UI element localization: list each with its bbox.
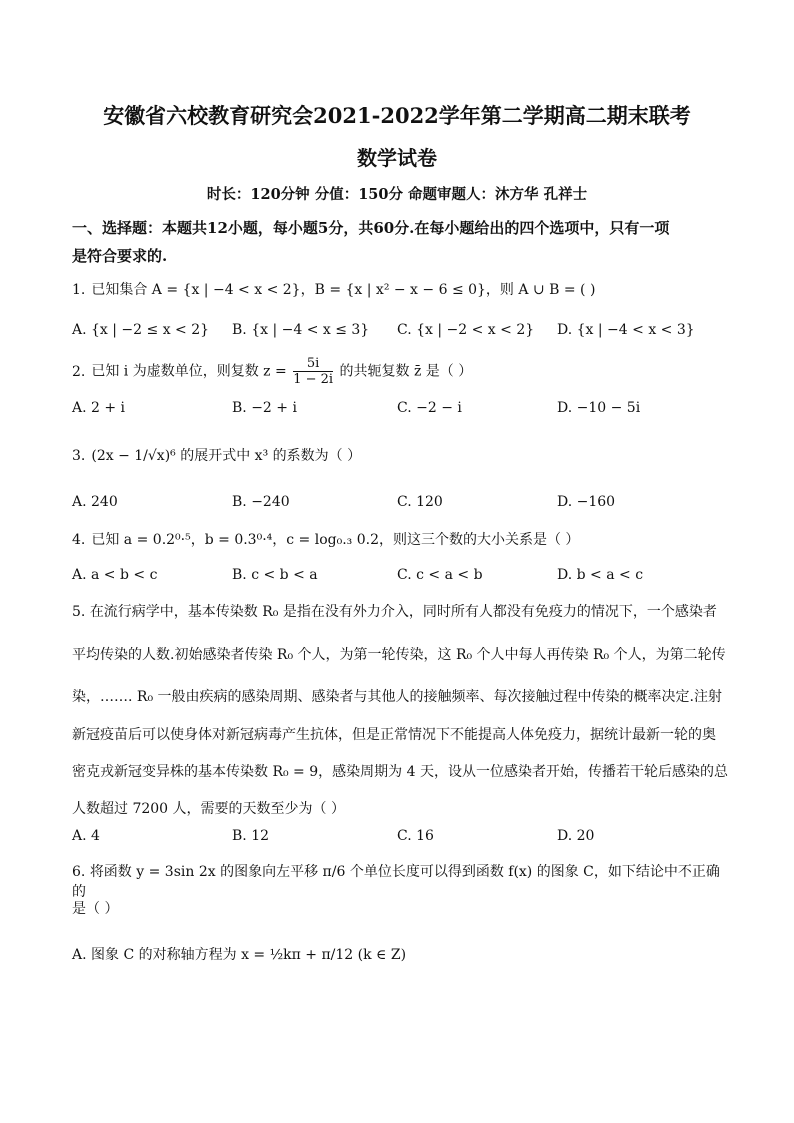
question-number: 3.: [72, 448, 86, 464]
question-5-line-6: 人数超过 7200 人，需要的天数至少为（ ）: [72, 801, 345, 817]
question-number: 1.: [72, 282, 86, 298]
question-stem: 已知集合 A = {x | −4 < x < 2}，B = {x | x² − x − 6 ≤ 0}，则 A ∪ B = ( ): [91, 282, 596, 298]
option-c[interactable]: C. 120: [397, 494, 443, 510]
question-6-line-2: 是（ ）: [72, 901, 119, 917]
question-2-options: [72, 400, 732, 422]
option-d[interactable]: D. −10 − 5i: [557, 400, 641, 416]
section-heading-line1: 一、选择题：本题共12小题，每小题5分，共60分.在每小题给出的四个选项中，只有一项: [72, 219, 670, 237]
question-number: 6.: [72, 864, 86, 880]
question-number: 2.: [72, 363, 86, 380]
exam-title: 安徽省六校教育研究会2021-2022学年第二学期高二期末联考: [103, 103, 691, 128]
fraction-numerator: 5i: [293, 356, 333, 372]
fraction-denominator: 1 − 2i: [293, 372, 334, 387]
question-stem: (2x − 1/√x)⁶ 的展开式中 x³ 的系数为（ ）: [91, 448, 362, 464]
question-6-option-a[interactable]: A. 图象 C 的对称轴方程为 x = ½kπ + π/12 (k ∈ Z): [72, 947, 407, 963]
option-c[interactable]: C. −2 − i: [397, 400, 462, 416]
question-6-line-1: [72, 862, 732, 902]
question-3-options: [72, 494, 732, 516]
exam-meta: 时长：120分钟 分值：150分 命题审题人：沐方华 孔祥士: [206, 186, 588, 203]
question-1-options: [72, 322, 732, 344]
option-d[interactable]: D. 20: [557, 828, 595, 844]
section-heading-line2: 是符合要求的.: [72, 247, 168, 265]
question-3: [72, 446, 732, 466]
question-5-line-2: 平均传染的人数.初始感染者传染 R₀ 个人，为第一轮传染，这 R₀ 个人中每人再传染 R₀ 个人，为第二轮传: [72, 647, 726, 663]
option-d[interactable]: D. −160: [557, 494, 616, 510]
question-4-options: [72, 567, 732, 589]
question-number: 5.: [72, 604, 86, 620]
question-4: [72, 530, 732, 550]
question-number: 4.: [72, 532, 86, 548]
question-text: 将函数 y = 3sin 2x 的图象向左平移 π/6 个单位长度可以得到函数 f(x) 的图象 C，如下结论中不正确的: [72, 864, 720, 900]
question-stem-post: 的共轭复数 z̄ 是（ ）: [335, 363, 473, 380]
option-c[interactable]: C. 16: [397, 828, 434, 844]
question-5-line-1: [72, 602, 732, 622]
option-d[interactable]: D. b < a < c: [557, 567, 644, 583]
option-a[interactable]: A. 2 + i: [72, 400, 126, 416]
option-b[interactable]: B. −2 + i: [232, 400, 297, 416]
question-5-line-3: 染，……. R₀ 一般由疾病的感染周期、感染者与其他人的接触频率、每次接触过程中传染的概率决定.注射: [72, 689, 722, 705]
exam-subtitle: 数学试卷: [357, 146, 437, 170]
option-a[interactable]: A. 4: [72, 828, 100, 844]
question-1: [72, 280, 732, 300]
option-c[interactable]: C. {x | −2 < x < 2}: [397, 322, 535, 338]
question-5-line-5: 密克戎新冠变异株的基本传染数 R₀ = 9，感染周期为 4 天，设从一位感染者开始，传播若干轮后感染的总: [72, 764, 728, 780]
option-b[interactable]: B. 12: [232, 828, 270, 844]
option-a[interactable]: A. a < b < c: [72, 567, 158, 583]
option-d[interactable]: D. {x | −4 < x < 3}: [557, 322, 695, 338]
option-c[interactable]: C. c < a < b: [397, 567, 483, 583]
question-5-line-4: 新冠疫苗后可以使身体对新冠病毒产生抗体，但是正常情况下不能提高人体免疫力，据统计最新一轮的奥: [72, 727, 716, 743]
question-stem-pre: 已知 i 为虚数单位，则复数 z =: [91, 363, 292, 380]
option-b[interactable]: B. {x | −4 < x ≤ 3}: [232, 322, 370, 338]
question-5-options: [72, 828, 732, 850]
option-a[interactable]: A. {x | −2 ≤ x < 2}: [72, 322, 210, 338]
fraction: [293, 356, 333, 387]
question-2: [72, 356, 732, 387]
option-b[interactable]: B. −240: [232, 494, 290, 510]
option-a[interactable]: A. 240: [72, 494, 118, 510]
option-b[interactable]: B. c < b < a: [232, 567, 318, 583]
question-text: 在流行病学中，基本传染数 R₀ 是指在没有外力介入，同时所有人都没有免疫力的情况下，一个感染者: [89, 604, 717, 620]
question-stem: 已知 a = 0.2⁰·⁵，b = 0.3⁰·⁴，c = log₀.₃ 0.2，则这三个数的大小关系是（ ）: [91, 532, 580, 548]
